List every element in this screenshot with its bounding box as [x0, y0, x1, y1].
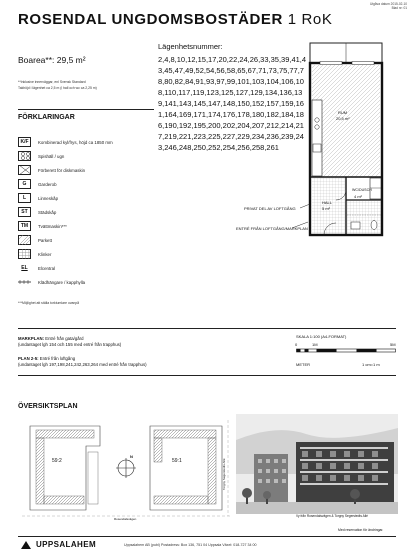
entry-label: ENTRÉ FRÅN LOFTGÅNG/MARKPLAN — [236, 226, 308, 231]
title-apartment-type: 1 RoK — [287, 11, 333, 28]
wc-label: WC/DUSCH — [352, 188, 372, 192]
legend-label: Klinker — [38, 251, 52, 257]
contact-info: Uppsalahem AB (publ) Postadress: Box 136, 751 04 Uppsala Växel: 018-727 34 00 — [124, 543, 257, 547]
legend-symbol-k-f: K/F — [18, 137, 31, 147]
legend-symbol-st: ST — [18, 207, 31, 217]
legend-item — [18, 177, 156, 191]
footnote-area: **Inklusive innerväggar, enl Svensk Standard — [18, 80, 86, 84]
section-divider — [18, 328, 396, 329]
legend-item — [18, 163, 156, 177]
legend-item — [18, 205, 156, 219]
disclaimer: Med reservation för ändringar. — [338, 528, 384, 532]
floor-plan — [296, 40, 396, 240]
legend-label: Kombinerad kyl/frys, höjd ca 1850 mm — [38, 139, 113, 145]
upper-floors-heading: PLAN 2-5: — [18, 356, 39, 361]
legend-item — [18, 149, 156, 163]
scale-bar-graphic — [296, 348, 396, 356]
footer-brand — [20, 540, 96, 549]
markplan-text: Entré från gata/gård — [45, 336, 84, 341]
legend-symbol-l: L — [18, 193, 31, 203]
title-main: ROSENDAL UNGDOMSBOSTÄDER — [18, 11, 283, 28]
scale-ratio: 1 cm=1 m — [362, 362, 380, 367]
markplan-heading: MARKPLAN: — [18, 336, 45, 341]
brand-name: UPPSALAHEM — [36, 540, 97, 549]
apartment-numbers-heading: Lägenhetsnummer: — [158, 42, 223, 51]
scale-tick-0: 0 — [295, 342, 298, 347]
hanger-icon — [18, 277, 31, 287]
overview-heading: ÖVERSIKTSPLAN — [18, 403, 78, 410]
legend-item — [18, 261, 156, 275]
upper-floors-exception: (undantaget lgh 197,198,241,242,263,264 med entré från trapphus) — [18, 362, 147, 367]
legend-label: Städskåp — [38, 209, 57, 215]
page-title — [18, 11, 332, 28]
scale-unit: METER — [296, 362, 310, 367]
footnote-ceiling: Takhöjd i lägenhet ca 2,5 m (i hall och wc ca 2,25 m) — [18, 86, 97, 90]
legend-label: Tvättmaskin*** — [38, 223, 67, 229]
upper-floors-text: Entré från loftgång — [39, 356, 76, 361]
legend-label: Förberett för diskmaskin — [38, 167, 86, 173]
dishwasher-icon — [18, 165, 31, 175]
scale-text: SKALA 1:100 (A4-FORMAT) — [296, 334, 347, 339]
legend-symbol-el: EL — [18, 263, 31, 273]
legend-label: Elcentral — [38, 265, 56, 271]
living-area: Boarea**: 29,5 m² — [18, 55, 86, 65]
legend-item — [18, 191, 156, 205]
tile-icon — [18, 249, 31, 259]
legend-item — [18, 219, 156, 233]
legend-item — [18, 233, 156, 247]
legend-item — [18, 247, 156, 261]
uppsalahem-logo-icon — [20, 540, 32, 549]
room-label: RUM — [338, 110, 348, 115]
apartment-numbers-list: 2,4,8,10,12,15,17,20,22,24,26,33,35,39,41,43,45,47,49,52,54,56,58,65,67,71,73,75,77,78,80,82,84,91,93,97,99,101,103,104,106,108,110,117,119,123,125,127,129,134,136,139,141,143,145,147,148,150,152,157,159,161,164,169,171,174,176,178,180,182,184,186,190,192,195,200,202,204,207,212,214,217,219,221,223,225,227,229,234,236,239,243,246,248,250,252,254,256,258,261 — [158, 55, 307, 152]
scale-tick-1: 1M — [312, 342, 318, 347]
legend-item — [18, 275, 156, 289]
legend-divider — [18, 109, 154, 110]
overview-divider — [18, 375, 396, 376]
hall-label: HALL — [322, 200, 333, 205]
sheet-number: Blad nr: 01 — [391, 6, 407, 10]
legend-symbol-tm: TM — [18, 221, 31, 231]
hall-area: 5 m² — [322, 206, 330, 211]
legend-symbol-g: G — [18, 179, 31, 189]
room-area: 20,5 m² — [336, 116, 350, 121]
wc-area: 4 m² — [354, 194, 362, 199]
legend-note: ***Möjlighet att ställa torktumlare ovanpå — [18, 301, 80, 305]
north-label: N — [130, 454, 133, 459]
legend-label: Garderob — [38, 181, 57, 187]
issue-date: Utgåva datum 2015-02-10 — [369, 2, 407, 6]
balcony-label: PRIVAT DEL AV LOFTGÅNG — [244, 206, 296, 211]
parquet-icon — [18, 235, 31, 245]
stove-icon — [18, 151, 31, 161]
legend-list — [18, 135, 156, 289]
footer-divider — [18, 536, 396, 537]
legend-label: Linneskåp — [38, 195, 59, 201]
legend-label: Klädhängare / kapphylla — [38, 279, 86, 285]
scale-tick-5: 5M — [390, 342, 396, 347]
site-plan — [22, 420, 232, 520]
street-bottom-label: Rosendalsvägen — [114, 517, 137, 521]
floor-plan-drawing — [296, 40, 396, 240]
street-side-label: Torgny Segerstedts Allé — [222, 458, 226, 490]
markplan-exception: (undantaget lgh 154 och 155 med entré från trapphus) — [18, 342, 122, 347]
site-plan-drawing — [22, 420, 232, 520]
legend-label: Spishäll / ugn — [38, 153, 65, 159]
legend-heading: FÖRKLARINGAR — [18, 114, 75, 121]
block-label-b: 59:1 — [172, 458, 182, 464]
legend-label: Parkett — [38, 237, 52, 243]
block-label-a: 59:2 — [52, 458, 62, 464]
scale-bar — [296, 342, 396, 364]
building-render-image — [236, 414, 398, 514]
building-render — [236, 414, 398, 514]
render-caption: Vy från Rosendalsvägen & Torgny Segerstedts Allé — [296, 514, 368, 518]
legend-item — [18, 135, 156, 149]
